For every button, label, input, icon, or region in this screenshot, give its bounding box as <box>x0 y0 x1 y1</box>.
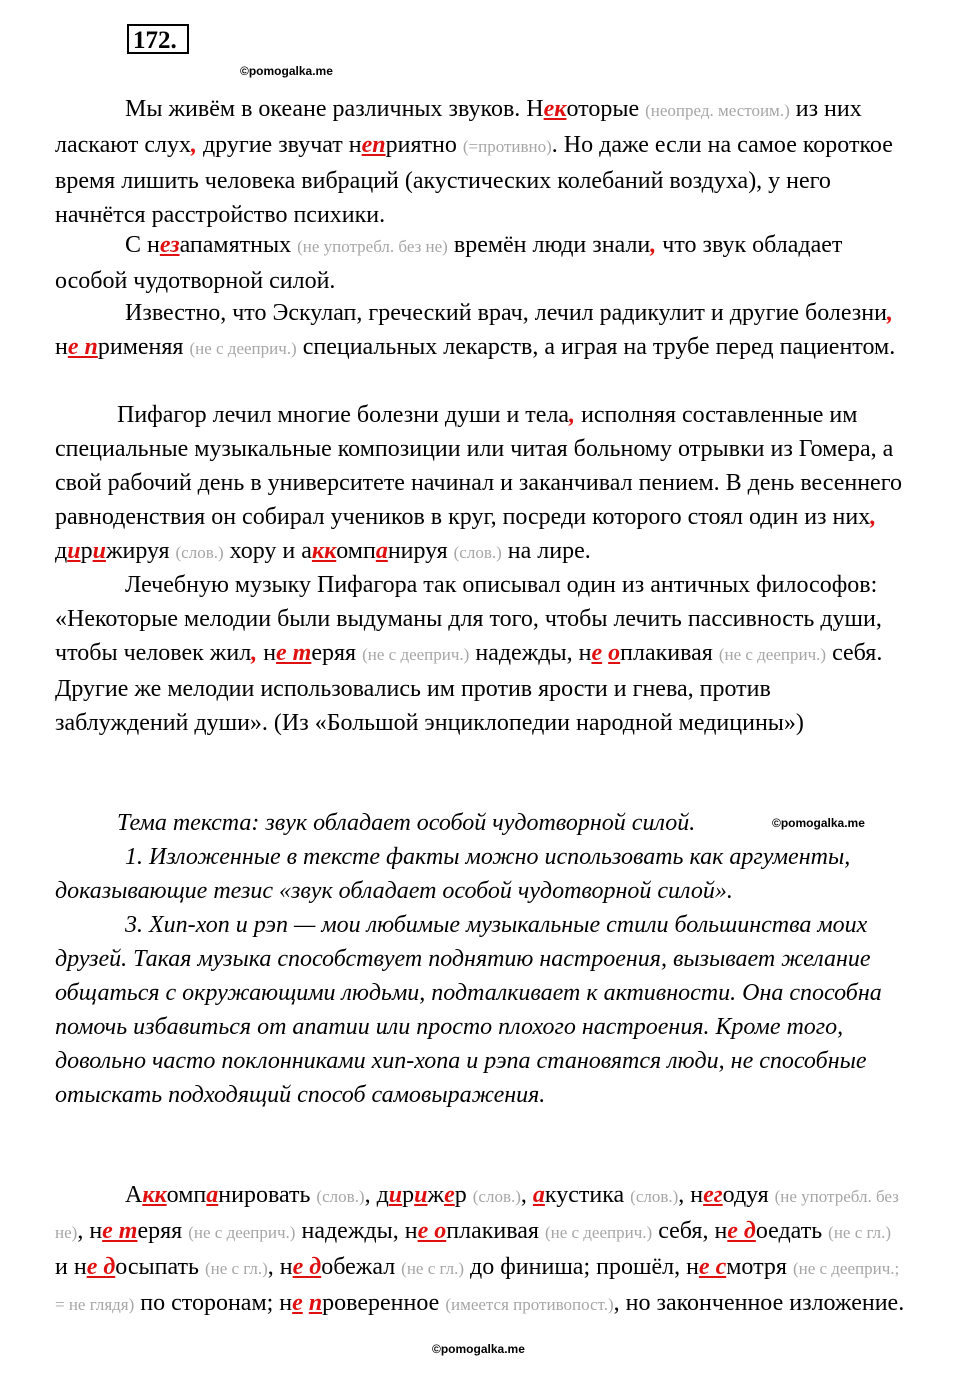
p6-e: нировать <box>218 1182 317 1208</box>
p5-e: еряя <box>311 640 363 666</box>
p6-c: омп <box>166 1182 207 1208</box>
p2-b: ез <box>159 232 180 258</box>
p6-ax: роверенное <box>322 1290 446 1316</box>
p4-k: хору и а <box>223 538 312 564</box>
p4-a: Пифагор лечил многие болезни души и тела <box>117 402 570 428</box>
p4-g: р <box>80 538 93 564</box>
p6-note-10: (не с дееприч.; = не глядя) <box>55 1259 900 1314</box>
watermark-top: ©pomogalka.me <box>240 64 333 78</box>
p6-aj: е д <box>86 1254 116 1280</box>
p3-e: рименяя <box>97 334 190 360</box>
p4-q: на лире. <box>501 538 591 564</box>
p5-i: о <box>608 640 621 666</box>
p6-t: ег <box>703 1182 723 1208</box>
paragraph-5 <box>55 568 905 740</box>
p6-aa: надежды, н <box>295 1218 418 1244</box>
p6-av: е <box>292 1290 303 1316</box>
p2-note: (не употребл. без не) <box>297 237 448 256</box>
answer-3-text: 3. Хип-хоп и рэп — мои любимые музыкальные стили большинства моих друзей. Такая музыка способствует поднятию настроения, вызывает желание общаться с окружающими людьми, подталкивает к активности. Она способна помочь избавиться от апатии или просто плохого настроения. Кроме того, довольно часто поклонниками хип-хопа и рэпа становятся люди, не способные отыскать подходящий способ самовыражения. <box>55 912 882 1108</box>
p4-comma-2: , <box>870 504 877 530</box>
p1-comma: , <box>190 132 197 158</box>
paragraph-6 <box>55 1178 905 1322</box>
p4-e: д <box>55 538 68 564</box>
p6-q: кустика <box>544 1182 631 1208</box>
answer-1 <box>55 840 905 908</box>
p5-note-2: (не с дееприч.) <box>718 645 827 664</box>
p4-f: и <box>67 538 81 564</box>
p6-k: ж <box>427 1182 445 1208</box>
p5-h: е <box>591 640 603 666</box>
p5-note-1: (не с дееприч.) <box>362 645 470 664</box>
p6-x: е т <box>102 1218 138 1244</box>
p6-as: мотря <box>726 1254 793 1280</box>
p6-h: и <box>388 1182 403 1208</box>
p6-ab: е о <box>417 1218 447 1244</box>
p6-u: одуя <box>722 1182 775 1208</box>
p4-l: кк <box>311 538 337 564</box>
p6-az: , но законченное изложение. <box>613 1290 905 1316</box>
p4-n: а <box>375 538 388 564</box>
p5-l: себя. Другие же мелодии использовались им против ярости и гнева, против заблуждений души». (Из «Большой энциклопедии народной медицины») <box>55 640 883 736</box>
p1-note-2: (=противно) <box>462 137 552 156</box>
p6-note-2: (слов.) <box>472 1187 521 1206</box>
p6-i: р <box>402 1182 415 1208</box>
p3-c: н <box>55 334 68 360</box>
answer-1-text: 1. Изложенные в тексте факты можно использовать как аргументы, доказывающие тезис «звук обладает особой чудотворной силой». <box>55 844 851 904</box>
p6-m: р <box>454 1182 473 1208</box>
p6-af: е д <box>727 1218 756 1244</box>
p1-c: оторые <box>566 96 646 122</box>
theme-text: Тема текста: звук обладает особой чудотворной силой. <box>117 810 696 836</box>
p4-o: нируя <box>387 538 454 564</box>
p6-j: и <box>414 1182 428 1208</box>
p2-a: С н <box>125 232 160 258</box>
p5-j: плакивая <box>620 640 719 666</box>
p6-note-1: (слов.) <box>316 1187 365 1206</box>
p1-k: . Но даже если на самое короткое время лишить человека вибраций (акустических колебаний воздуха), у него начнётся расстройство психики. <box>55 132 893 228</box>
p6-note-6: (не с дееприч.) <box>544 1223 653 1242</box>
p6-o: , <box>520 1182 533 1208</box>
p4-i: жируя <box>105 538 176 564</box>
p6-ar: е с <box>698 1254 727 1280</box>
p6-note-5: (не с дееприч.) <box>188 1223 296 1242</box>
p6-l: е <box>444 1182 455 1208</box>
answer-3 <box>55 908 905 1112</box>
p6-d: а <box>206 1182 219 1208</box>
p1-note-1: (неопред. местоим.) <box>645 101 790 120</box>
p5-g: надежды, н <box>469 640 592 666</box>
p4-h: и <box>92 538 106 564</box>
p6-ai: и н <box>55 1254 87 1280</box>
p6-note-8: (не с гл.) <box>204 1259 268 1278</box>
p2-e: времён люди знали <box>447 232 651 258</box>
watermark-bottom: ©pomogalka.me <box>432 1342 525 1356</box>
p3-comma: , <box>886 300 893 326</box>
p4-comma-1: , <box>569 402 576 428</box>
p6-s: , н <box>678 1182 704 1208</box>
paragraph-1 <box>55 92 905 232</box>
p6-au: по сторонам; н <box>134 1290 293 1316</box>
p6-ak: осыпать <box>115 1254 205 1280</box>
paragraph-2 <box>55 228 905 298</box>
p2-g: что звук обладает особой чудотворной силой. <box>55 232 843 294</box>
p5-d: е т <box>276 640 312 666</box>
p6-p: а <box>532 1182 545 1208</box>
p6-a: А <box>125 1182 143 1208</box>
watermark-middle: ©pomogalka.me <box>772 816 865 830</box>
p6-aw: п <box>308 1290 323 1316</box>
p6-y: еряя <box>137 1218 189 1244</box>
p6-note-3: (слов.) <box>630 1187 679 1206</box>
p2-c: апамятных <box>179 232 298 258</box>
p5-c: н <box>257 640 277 666</box>
p5-comma: , <box>251 640 258 666</box>
p6-ac: плакивая <box>446 1218 545 1244</box>
p6-g: , д <box>364 1182 389 1208</box>
p1-h: еп <box>361 132 386 158</box>
paragraph-4 <box>55 398 905 570</box>
p3-a: Известно, что Эскулап, греческий врач, лечил радикулит и другие болезни <box>125 300 887 326</box>
p4-note-1: (слов.) <box>175 543 224 562</box>
p1-i: риятно <box>385 132 463 158</box>
p2-comma: , <box>650 232 657 258</box>
p4-m: омп <box>336 538 376 564</box>
p6-ag: оедать <box>755 1218 829 1244</box>
p3-d: е п <box>67 334 98 360</box>
p1-b: ек <box>543 96 567 122</box>
p6-ao: обежал <box>321 1254 402 1280</box>
p1-g: другие звучат н <box>196 132 362 158</box>
p6-w: , н <box>77 1218 103 1244</box>
p6-am: , н <box>267 1254 293 1280</box>
p6-b: кк <box>142 1182 167 1208</box>
p6-note-4: (не употребл. без не) <box>55 1187 899 1242</box>
p4-note-2: (слов.) <box>453 543 502 562</box>
p4-c: исполняя составленные им специальные музыкальные композиции или читая больному отрывки из Гомера, а свой рабочий день в университете начинал и заканчивал пением. В день весеннего равноденствия он собирал учеников в круг, посреди которого стоял один из них <box>55 402 902 530</box>
p5-a: Лечебную музыку Пифагора так описывал один из античных философов: «Некоторые мелодии были выдуманы для того, чтобы лечить пассивность души, чтобы человек жил <box>55 572 882 666</box>
p6-aq: до финиша; прошёл, н <box>464 1254 699 1280</box>
p6-note-7: (не с гл.) <box>828 1223 892 1242</box>
p6-an: е д <box>292 1254 322 1280</box>
exercise-number: 172. <box>127 24 189 54</box>
p3-g: специальных лекарств, а играя на трубе перед пациентом. <box>296 334 896 360</box>
p1-e: из них ласкают слух <box>55 96 862 158</box>
p3-note: (не с дееприч.) <box>189 339 297 358</box>
p6-note-11: (имеется противопост.) <box>445 1295 614 1314</box>
p1-a: Мы живём в океане различных звуков. Н <box>125 96 544 122</box>
p6-note-9: (не с гл.) <box>401 1259 465 1278</box>
paragraph-3 <box>55 296 905 366</box>
p6-ae: себя, н <box>652 1218 728 1244</box>
